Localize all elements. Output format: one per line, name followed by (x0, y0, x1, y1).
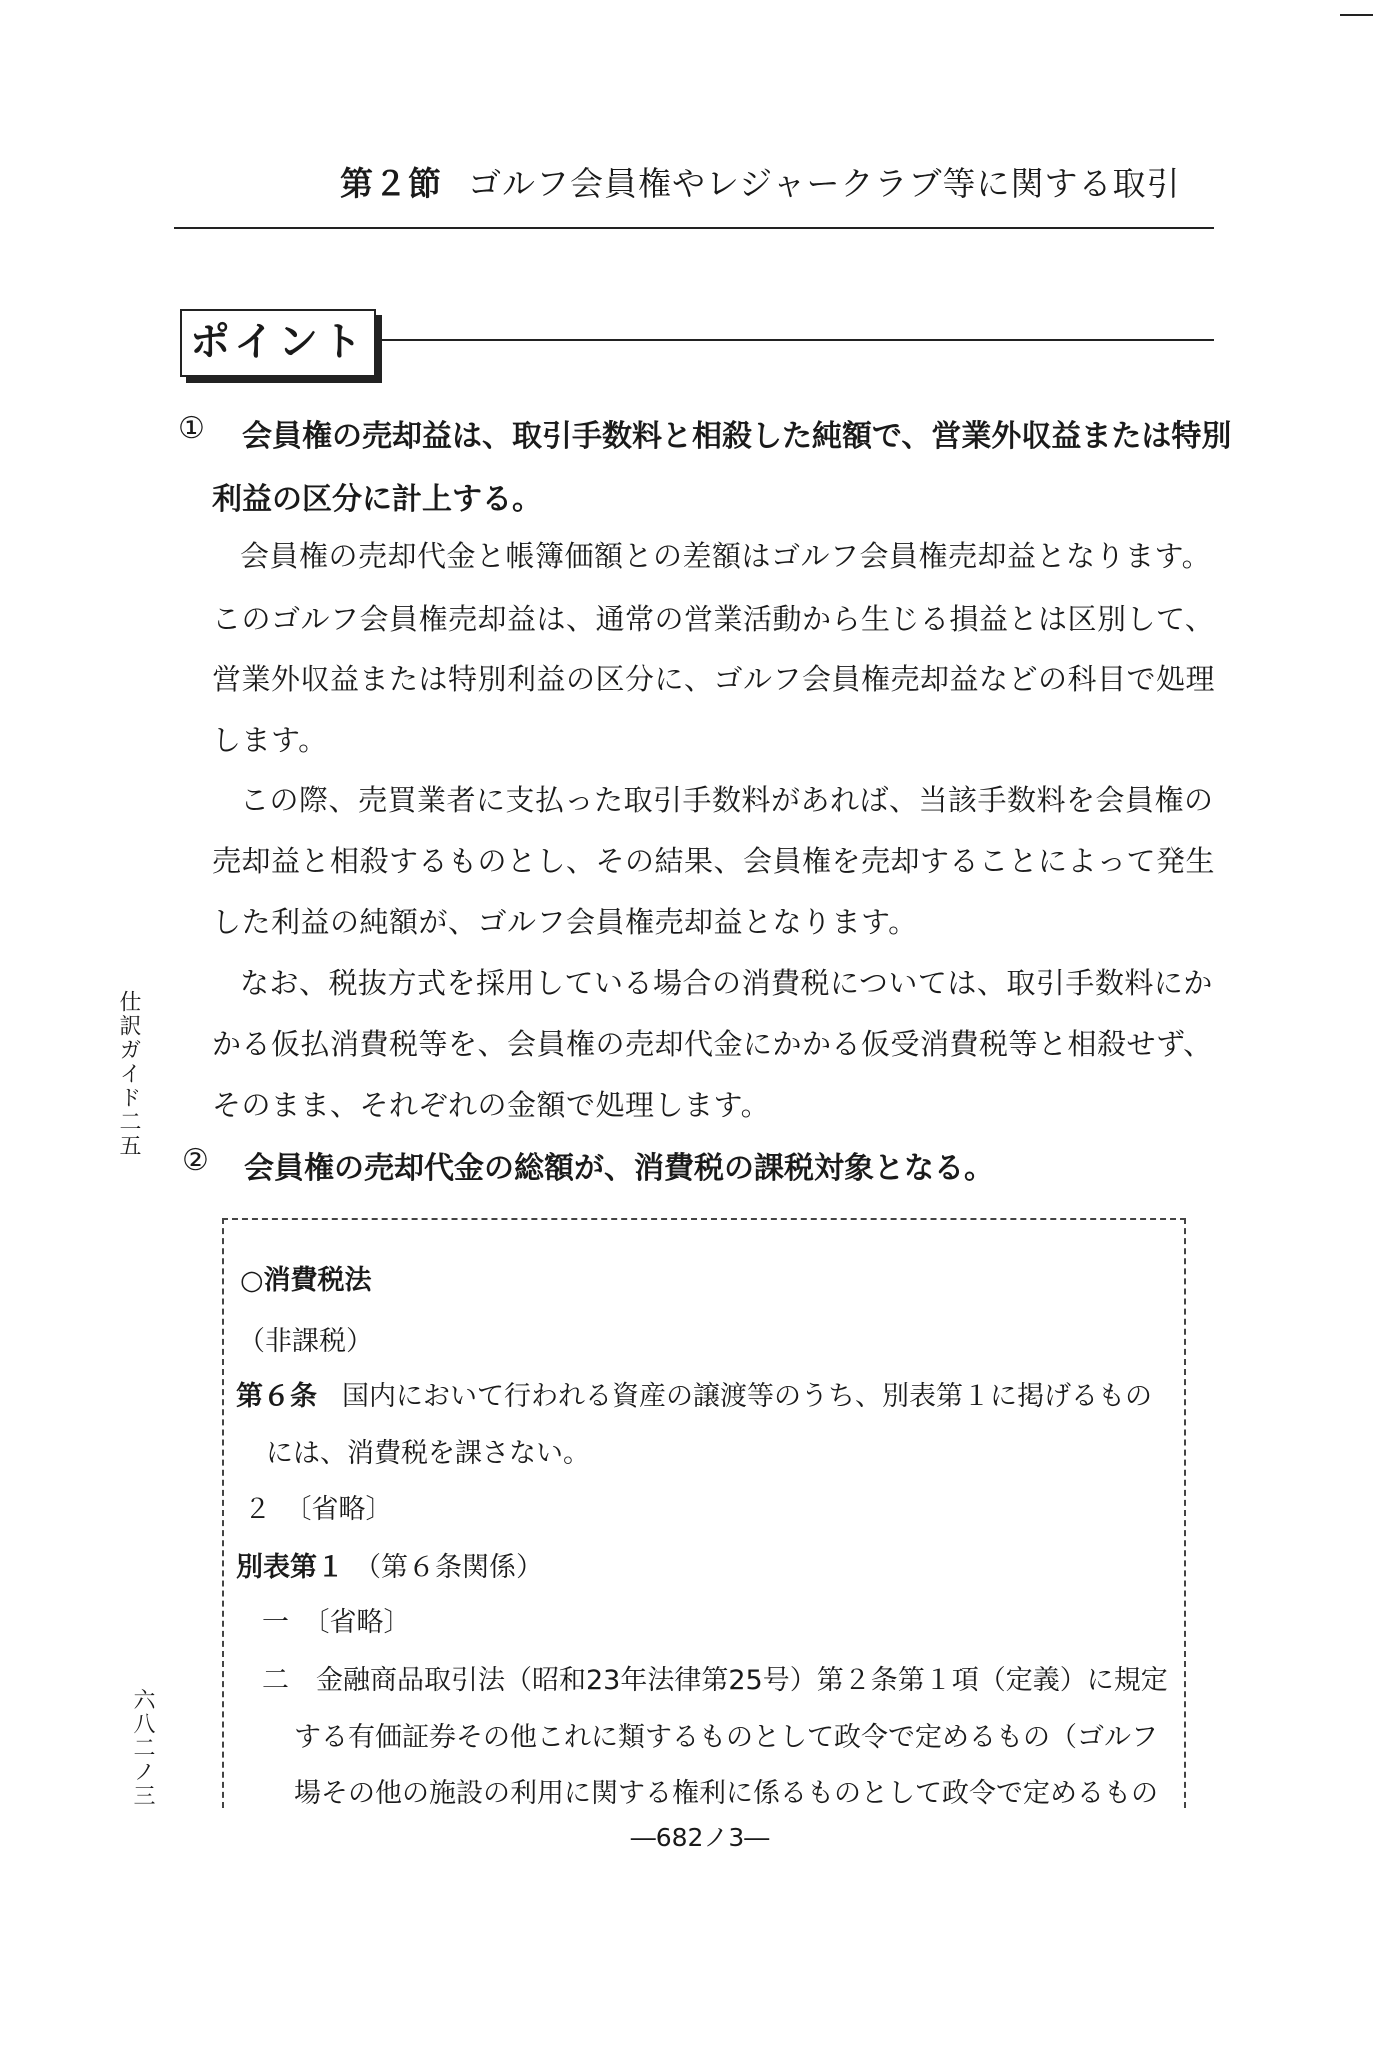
point-1-marker: ① (178, 411, 205, 446)
paragraph-line: 売却益と相殺するものとし、その結果、会員権を売却することによって発生 (212, 844, 1216, 878)
section-title (340, 158, 1180, 205)
section-number: 第２節 (340, 164, 442, 203)
law-article-line-2: には、消費税を課さない。 (266, 1438, 590, 1469)
law-table-item-2-line-2: する有価証券その他これに類するものとして政令で定めるもの（ゴルフ (294, 1722, 1158, 1753)
law-item-2: ２ 〔省略〕 (244, 1494, 393, 1525)
paragraph-line: かる仮払消費税等を、会員権の売却代金にかかる仮受消費税等と相殺せず、 (212, 1027, 1213, 1061)
section-rule (174, 227, 1214, 229)
paragraph-line: この際、売買業者に支払った取引手数料があれば、当該手数料を会員権の (240, 783, 1214, 817)
page-number: ―682ノ3― (630, 1823, 770, 1852)
law-table-item-2-line-3: 場その他の施設の利用に関する権利に係るものとして政令で定めるもの (294, 1778, 1158, 1809)
paragraph-line: した利益の純額が、ゴルフ会員権売却益となります。 (212, 905, 918, 939)
law-table-ref: （第６条関係） (354, 1552, 543, 1583)
point-label: ポイント (190, 319, 366, 365)
point-2-line-1: 会員権の売却代金の総額が、消費税の課税対象となる。 (244, 1151, 994, 1186)
law-article-label: 第６条 (236, 1381, 317, 1412)
point-1-line-2: 利益の区分に計上する。 (212, 482, 542, 517)
paragraph-line: します。 (212, 723, 328, 757)
law-table-item-2-line-1: 二 金融商品取引法（昭和23年法律第25号）第２条第１項（定義）に規定 (262, 1665, 1168, 1696)
law-subtitle: （非課税） (238, 1326, 373, 1357)
law-article-line-1: 国内において行われる資産の譲渡等のうち、別表第１に掲げるもの (342, 1381, 1152, 1412)
point-1-line-1: 会員権の売却益は、取引手数料と相殺した純額で、営業外収益または特別 (242, 419, 1232, 454)
law-title: ○消費税法 (240, 1265, 372, 1296)
paragraph-line: そのまま、それぞれの金額で処理します。 (212, 1088, 771, 1122)
paragraph-line: 営業外収益または特別利益の区分に、ゴルフ会員権売却益などの科目で処理 (212, 662, 1216, 696)
side-page-number: 六八二ノ三 (130, 1688, 155, 1808)
paragraph-line: なお、税抜方式を採用している場合の消費税については、取引手数料にか (240, 966, 1213, 1000)
corner-mark (1340, 0, 1373, 16)
point-box (180, 309, 376, 377)
section-title-text: ゴルフ会員権やレジャークラブ等に関する取引 (468, 164, 1181, 203)
paragraph-line: 会員権の売却代金と帳簿価額との差額はゴルフ会員権売却益となります。 (240, 539, 1212, 573)
law-table-label: 別表第１ (236, 1552, 344, 1583)
point-rule (374, 339, 1214, 341)
paragraph-line: このゴルフ会員権売却益は、通常の営業活動から生じる損益とは区別して、 (212, 602, 1215, 636)
point-2-marker: ② (182, 1143, 209, 1178)
side-guide-label: 仕訳ガイド二五 (116, 990, 141, 1158)
law-table-item-1: 一 〔省略〕 (262, 1607, 411, 1638)
